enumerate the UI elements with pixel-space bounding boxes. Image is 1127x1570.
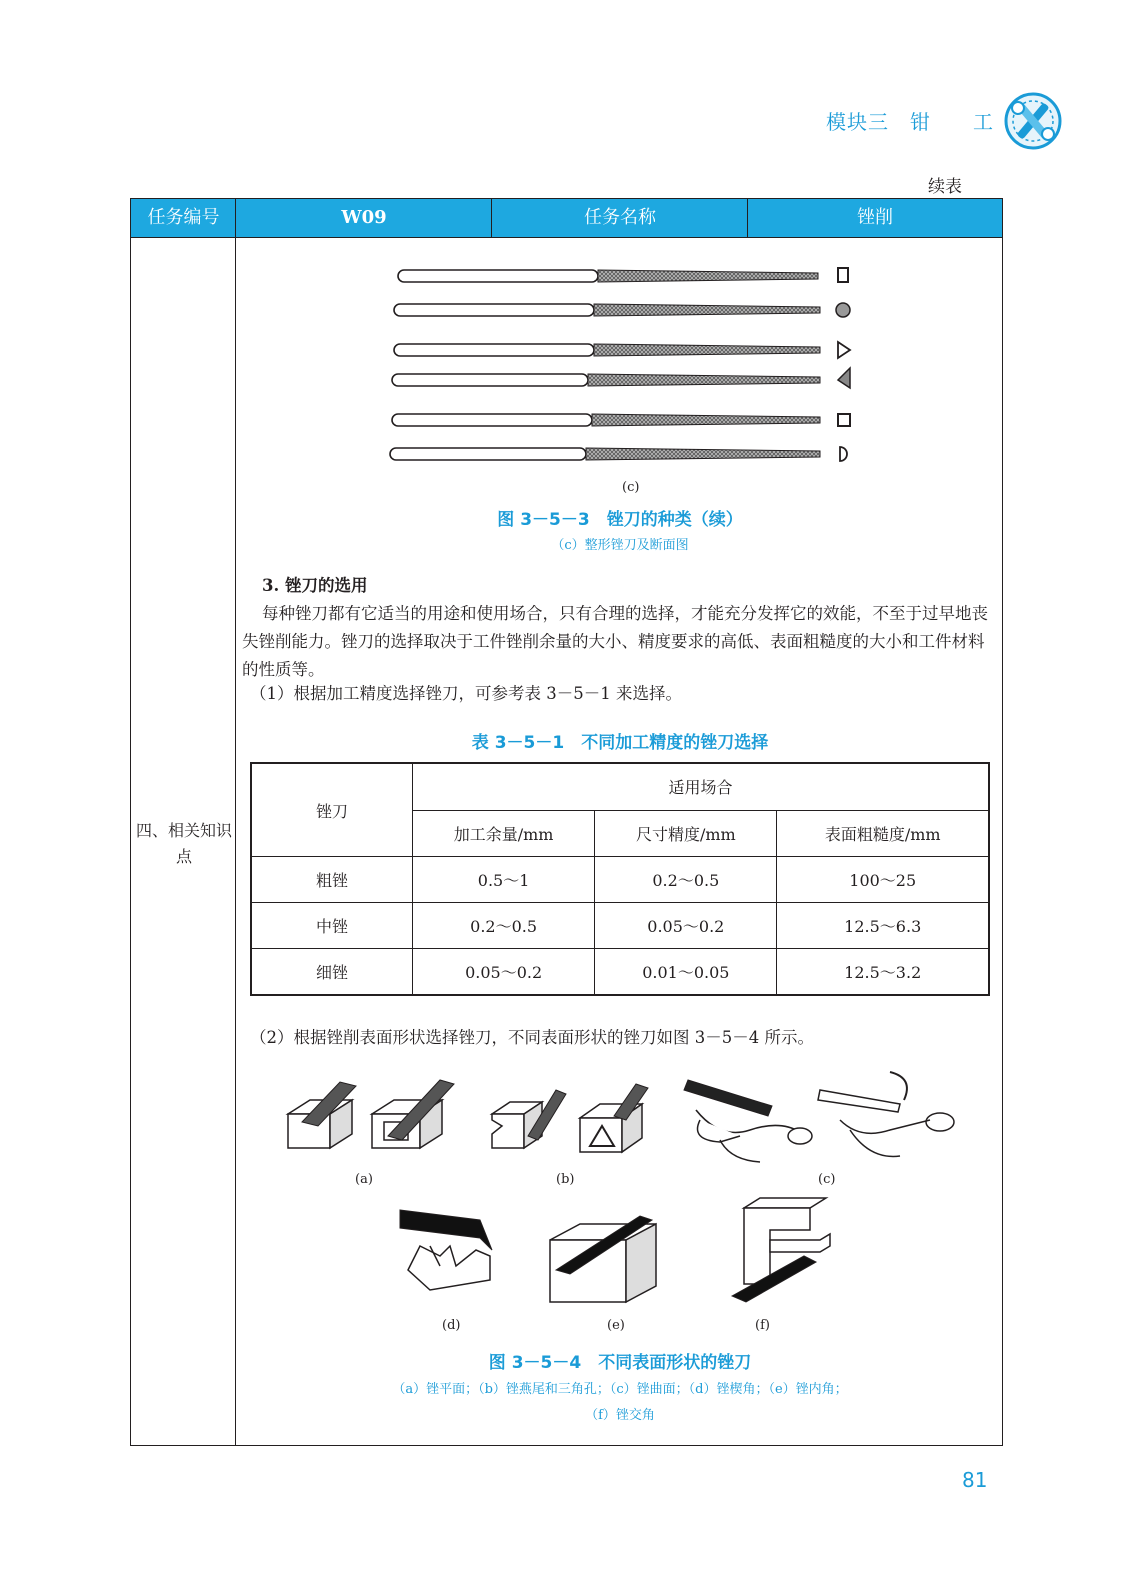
figure-3-5-3-caption: 图 3－5－3 锉刀的种类（续） [497,510,743,530]
needle-file-half-triangular [392,368,850,388]
needle-file-flat [398,268,848,282]
row-roughness: 12.5～3.2 [777,949,989,996]
table-row [251,949,989,996]
figure-3-5-4-subcaption-line2: （f）锉交角 [585,1408,655,1423]
col-header-applicable: 适用场合 [413,763,990,810]
task-id-label: 任务编号 [147,207,220,228]
task-name-label: 任务名称 [584,207,656,228]
header-divider [235,199,236,237]
row-allowance: 0.2～0.5 [413,903,595,949]
header-divider [491,199,492,237]
subcol-roughness: 表面粗糙度/mm [777,810,989,857]
module-title: 模块三 钳 工 [826,110,994,134]
needle-files-figure [380,258,860,477]
figure-label-e: (e) [607,1318,625,1333]
row-precision: 0.01～0.05 [595,949,777,996]
figure-label-b: (b) [556,1172,575,1187]
table-3-5-1-caption: 表 3－5－1 不同加工精度的锉刀选择 [471,733,769,753]
row-allowance: 0.05～0.2 [413,949,595,996]
row-allowance: 0.5～1 [413,857,595,903]
needle-file-round [394,303,850,317]
figure-b-dovetail-triangle [492,1084,648,1152]
selection-point-2: （2）根据锉削表面形状选择锉刀，不同表面形状的锉刀如图 3－5－4 所示。 [250,1028,814,1047]
figure-3-5-3-subcaption: （c）整形锉刀及断面图 [551,538,689,553]
page-number: 81 [962,1468,988,1492]
column-divider [235,237,236,1446]
row-roughness: 12.5～6.3 [777,903,989,949]
needle-file-square [392,414,850,426]
row-name: 中锉 [251,903,413,949]
section-heading: 3. 锉刀的选用 [262,576,368,595]
figure-d-wedge-angle [400,1210,492,1290]
figure-f-intersecting-angle [732,1198,830,1302]
col-header-file: 锉刀 [251,763,413,857]
wrench-logo-icon [1002,90,1064,156]
table-row [251,903,989,949]
task-name-value: 锉削 [857,207,893,228]
row-name: 细锉 [251,949,413,996]
needle-file-triangular [394,342,850,358]
header-divider [747,199,748,237]
figure-label-a: (a) [355,1172,373,1187]
continued-table-label: 续表 [928,177,962,197]
row-precision: 0.05～0.2 [595,903,777,949]
figure-label-c: (c) [818,1172,836,1187]
file-usage-figures [280,1070,970,1344]
row-roughness: 100～25 [777,857,989,903]
figure-3-5-4-subcaption-line1: （a）锉平面；（b）锉燕尾和三角孔；（c）锉曲面；（d）锉楔角；（e）锉内角； [392,1382,848,1397]
file-selection-table [250,762,990,996]
subcol-allowance: 加工余量/mm [413,810,595,857]
row-name: 粗锉 [251,857,413,903]
subcol-precision: 尺寸精度/mm [595,810,777,857]
figure-3-5-4-caption: 图 3－5－4 不同表面形状的锉刀 [488,1353,752,1373]
related-knowledge-label: 四、相关知识点 [136,821,233,866]
figure-e-inner-angle [550,1216,656,1302]
figure-label-d: (d) [442,1318,461,1333]
section-paragraph: 每种锉刀都有它适当的用途和使用场合，只有合理的选择，才能充分发挥它的效能，不至于过早地丧失锉削能力。锉刀的选择取决于工件锉削余量的大小、精度要求的高低、表面粗糙度的大小和工件材料的性质等。 [242,604,988,679]
figure-label-f: (f) [755,1318,770,1333]
needle-file-half-round [390,447,847,461]
figure-a-flat-surface [288,1080,454,1148]
table-row [251,857,989,903]
row-precision: 0.2～0.5 [595,857,777,903]
selection-point-1: （1）根据加工精度选择锉刀，可参考表 3－5－1 来选择。 [250,684,682,703]
task-header-row [131,199,1002,238]
task-id-value: W09 [341,207,387,228]
figure-c-curved-surface [684,1072,954,1162]
figure-c-panel-label: (c) [622,480,640,495]
